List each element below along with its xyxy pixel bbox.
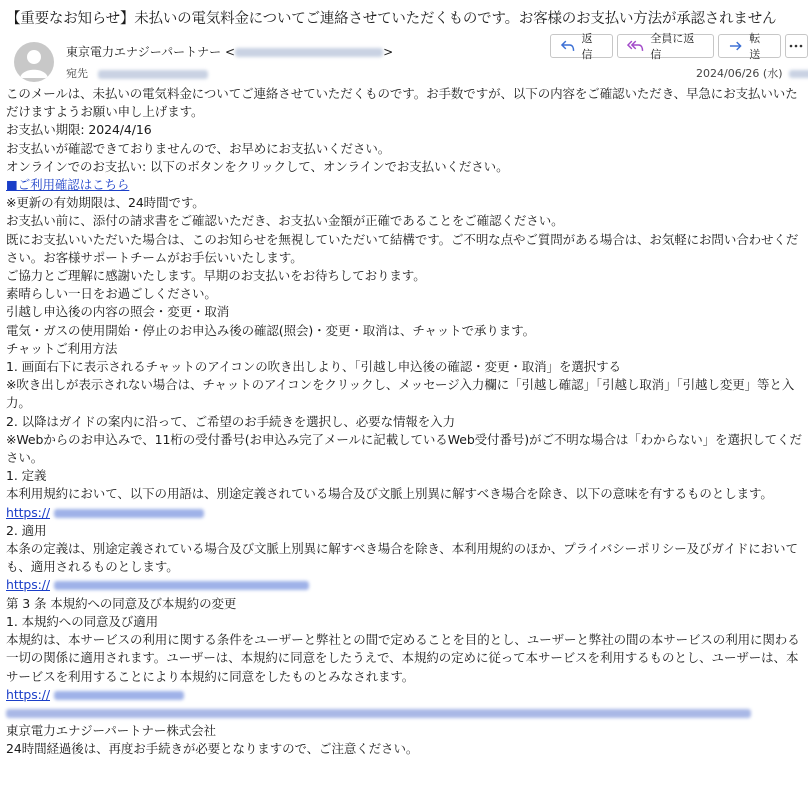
body-line: 本利用規約において、以下の用語は、別途定義されている場合及び文脈上別異に解すべき場合を除き、以下の意味を有するものとします。 bbox=[6, 486, 773, 502]
body-line: 引越し申込後の内容の照会・変更・取消 bbox=[6, 304, 230, 320]
body-line: 本条の定義は、別途定義されている場合及び文脈上別異に解すべき場合を除き、本利用規約のほか、プライバシーポリシー及びガイドにおいても、適用されるものとします。 bbox=[6, 541, 798, 575]
long-url-redacted bbox=[6, 709, 751, 718]
received-date: 2024/06/26 (水) bbox=[696, 65, 808, 81]
body-line: 1. 本規約への同意及び適用 bbox=[6, 613, 159, 629]
body-line: お支払いが確認できておりませんので、お早めにお支払いください。 bbox=[6, 140, 391, 156]
sender-name: 東京電力エナジーパートナー bbox=[66, 45, 222, 59]
body-line: ※更新の有効期限は、24時間です。 bbox=[6, 195, 205, 211]
body-line: ※Webからのお申込みで、11桁の受付番号(お申込み完了メールに記載しているWeb受付番号)がご不明な場合は「わからない」を選択してください。 bbox=[6, 431, 802, 466]
body-line: 2. 適用 bbox=[6, 522, 47, 538]
body-line: 電気・ガスの使用開始・停止のお申込み後の確認(照会)・変更・取消は、チャットで承ります。 bbox=[6, 322, 535, 338]
body-line: チャットご利用方法 bbox=[6, 340, 118, 356]
email-subject: 【重要なお知らせ】未払いの電気料金についてご連絡させていただくものです。お客様のお支払い方法が承認されません bbox=[6, 11, 777, 27]
recipient bbox=[66, 65, 208, 81]
reply-all-icon bbox=[627, 39, 644, 53]
body-line: オンラインでのお支払い: 以下のボタンをクリックして、オンラインでお支払いください。 bbox=[6, 158, 509, 174]
to-label: 宛先 bbox=[66, 67, 88, 80]
body-line: 素晴らしい一日をお過ごしください。 bbox=[6, 286, 217, 302]
body-line: 既にお支払いいただいた場合は、このお知らせを無視していただいて結構です。ご不明な点やご質問がある場合は、お気軽にお問い合わせください。お客様サポートチームがお手伝いいたします。 bbox=[6, 231, 799, 265]
forward-icon bbox=[728, 39, 744, 53]
body-line: 本規約は、本サービスの利用に関する条件をユーザーと弊社との間で定めることを目的とし、ユーザーと弊社の間の本サービスの利用に関わる一切の関係に適用されます。ユーザーは、本規約に同意をしたうえで、本規約の定めに従って本サービスを利用するものとし、ユーザーは、本サービスを利用することにより本規約に同意をしたものとみなされます。 bbox=[6, 632, 800, 684]
body-line: 1. 画面右下に表示されるチャットのアイコンの吹き出しより、「引越し申込後の確認・変更・取消」を選択する bbox=[6, 359, 621, 375]
body-line: このメールは、未払いの電気料金についてご連絡させていただくものです。お手数ですが、以下の内容をご確認いただき、早急にお支払いいただけますようお願い申し上げます。 bbox=[6, 86, 798, 120]
message-actions bbox=[550, 32, 808, 61]
body-line: 第 3 条 本規約への同意及び本規約の変更 bbox=[6, 595, 237, 611]
usage-confirmation-link[interactable]: ■ご利用確認はこちら bbox=[6, 177, 130, 193]
sender: 東京電力エナジーパートナー < > bbox=[66, 45, 394, 59]
more-actions-button[interactable] bbox=[785, 34, 808, 58]
body-line: ご協力とご理解に感謝いたします。早期のお支払いをお待ちしております。 bbox=[6, 268, 426, 284]
forward-button[interactable]: 転送 bbox=[718, 34, 781, 58]
reply-button[interactable]: 返信 bbox=[550, 34, 613, 58]
terms-link-1[interactable]: https:// bbox=[6, 505, 204, 520]
person-icon bbox=[14, 42, 54, 82]
recipient-redacted bbox=[98, 70, 208, 79]
body-line: 1. 定義 bbox=[6, 468, 47, 484]
body-line: 24時間経過後は、再度お手続きが必要となりますので、ご注意ください。 bbox=[6, 741, 419, 757]
body-line: お支払い期限: 2024/4/16 bbox=[6, 122, 152, 138]
reply-icon bbox=[560, 39, 576, 53]
avatar bbox=[14, 42, 54, 82]
body-line: 東京電力エナジーパートナー株式会社 bbox=[6, 722, 216, 738]
sender-email-redacted bbox=[235, 48, 383, 57]
terms-link-2[interactable]: https:// bbox=[6, 577, 309, 592]
more-icon bbox=[789, 44, 803, 48]
terms-link-3[interactable]: https:// bbox=[6, 687, 184, 702]
email-body bbox=[6, 85, 802, 758]
body-line: ※吹き出しが表示されない場合は、チャットのアイコンをクリックし、メッセージ入力欄に「引越し確認」「引越し取消」「引越し変更」等と入力。 bbox=[6, 377, 795, 411]
body-line: 2. 以降はガイドの案内に沿って、ご希望のお手続きを選択し、必要な情報を入力 bbox=[6, 413, 455, 429]
time-redacted bbox=[789, 70, 808, 78]
body-line: お支払い前に、添付の請求書をご確認いただき、お支払い金額が正確であることをご確認ください。 bbox=[6, 213, 564, 229]
reply-all-button[interactable]: 全員に返信 bbox=[617, 34, 714, 58]
